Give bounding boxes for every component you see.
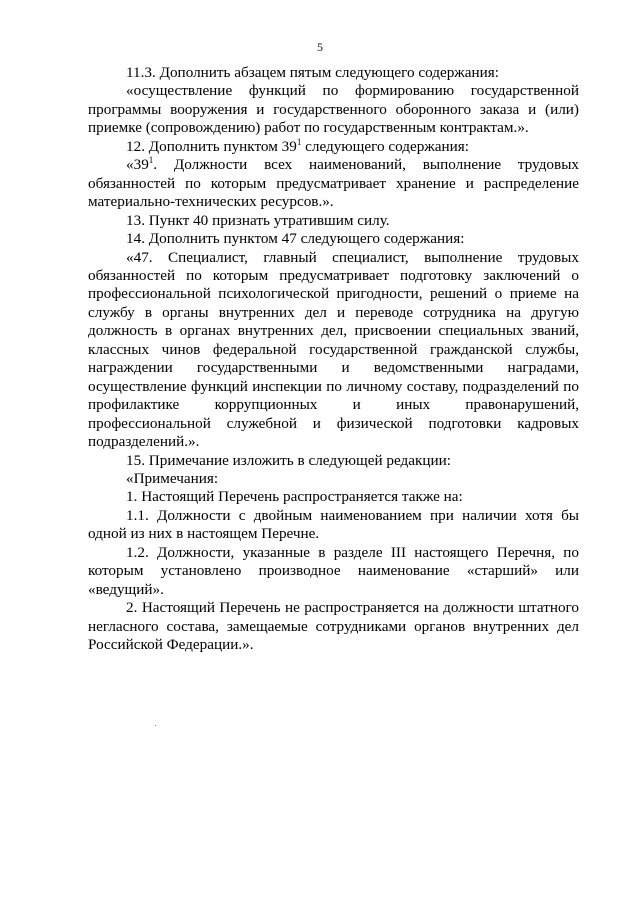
scan-artifact-dot <box>155 725 156 726</box>
paragraph-12-text-start: 12. Дополнить пунктом 39 <box>126 137 297 155</box>
note-1-2: 1.2. Должности, указанные в разделе III настоящего Перечня, по которым установлено производное наименование «старший» или «ведущий». <box>88 543 579 598</box>
document-body <box>88 64 579 655</box>
paragraph-12 <box>88 138 579 156</box>
paragraph-39-1-text-end: . Должности всех наименований, выполнение трудовых обязанностей по которым предусматривает хранение и распределение материально-технических ресурсов.». <box>88 156 579 211</box>
paragraph-39-1-text-start: «39 <box>126 156 149 174</box>
paragraph-11-3: 11.3. Дополнить абзацем пятым следующего содержания: <box>126 64 499 81</box>
paragraph-14: 14. Дополнить пунктом 47 следующего содержания: <box>126 230 465 248</box>
paragraph-15: 15. Примечание изложить в следующей редакции: <box>126 451 451 469</box>
paragraph-39-1-content <box>88 156 579 211</box>
page-number: 5 <box>317 40 323 54</box>
note-1: 1. Настоящий Перечень распространяется также на: <box>126 488 463 506</box>
paragraph-13: 13. Пункт 40 признать утратившим силу. <box>126 211 390 229</box>
notes-heading: «Примечания: <box>126 469 219 487</box>
note-2: 2. Настоящий Перечень не распространяется на должности штатного негласного состава, замещаемые сотрудниками органов внутренних дел Российской Федерации.». <box>88 599 579 654</box>
note-1-1: 1.1. Должности с двойным наименованием при наличии хотя бы одной из них в настоящем Перечне. <box>88 506 579 543</box>
paragraph-11-3-content: «осуществление функций по формированию государственной программы вооружения и государственного оборонного заказа и (или) приемке (сопровождению) работ по государственным контрактам.». <box>88 82 579 137</box>
paragraph-39-1-superscript: 1 <box>148 155 154 166</box>
paragraph-47-content: «47. Специалист, главный специалист, выполнение трудовых обязанностей по которым предусматривает подготовку заключений о профессиональной психологической пригодности, решений о приеме на службу в органы внутренних дел и переводе сотрудника на другую должность в органах внутренних дел, присвоении специальных званий, классных чинов федеральной государственной гражданской службы, награждении государственными и ведомственными наградами, осуществление функций инспекции по личному составу, подразделений по профилактике коррупционных и иных правонарушений, профессиональной служебной и физической подготовки кадровых подразделений.». <box>88 248 579 451</box>
paragraph-12-text-end: следующего содержания: <box>301 137 469 155</box>
paragraph-12-superscript: 1 <box>296 136 302 147</box>
